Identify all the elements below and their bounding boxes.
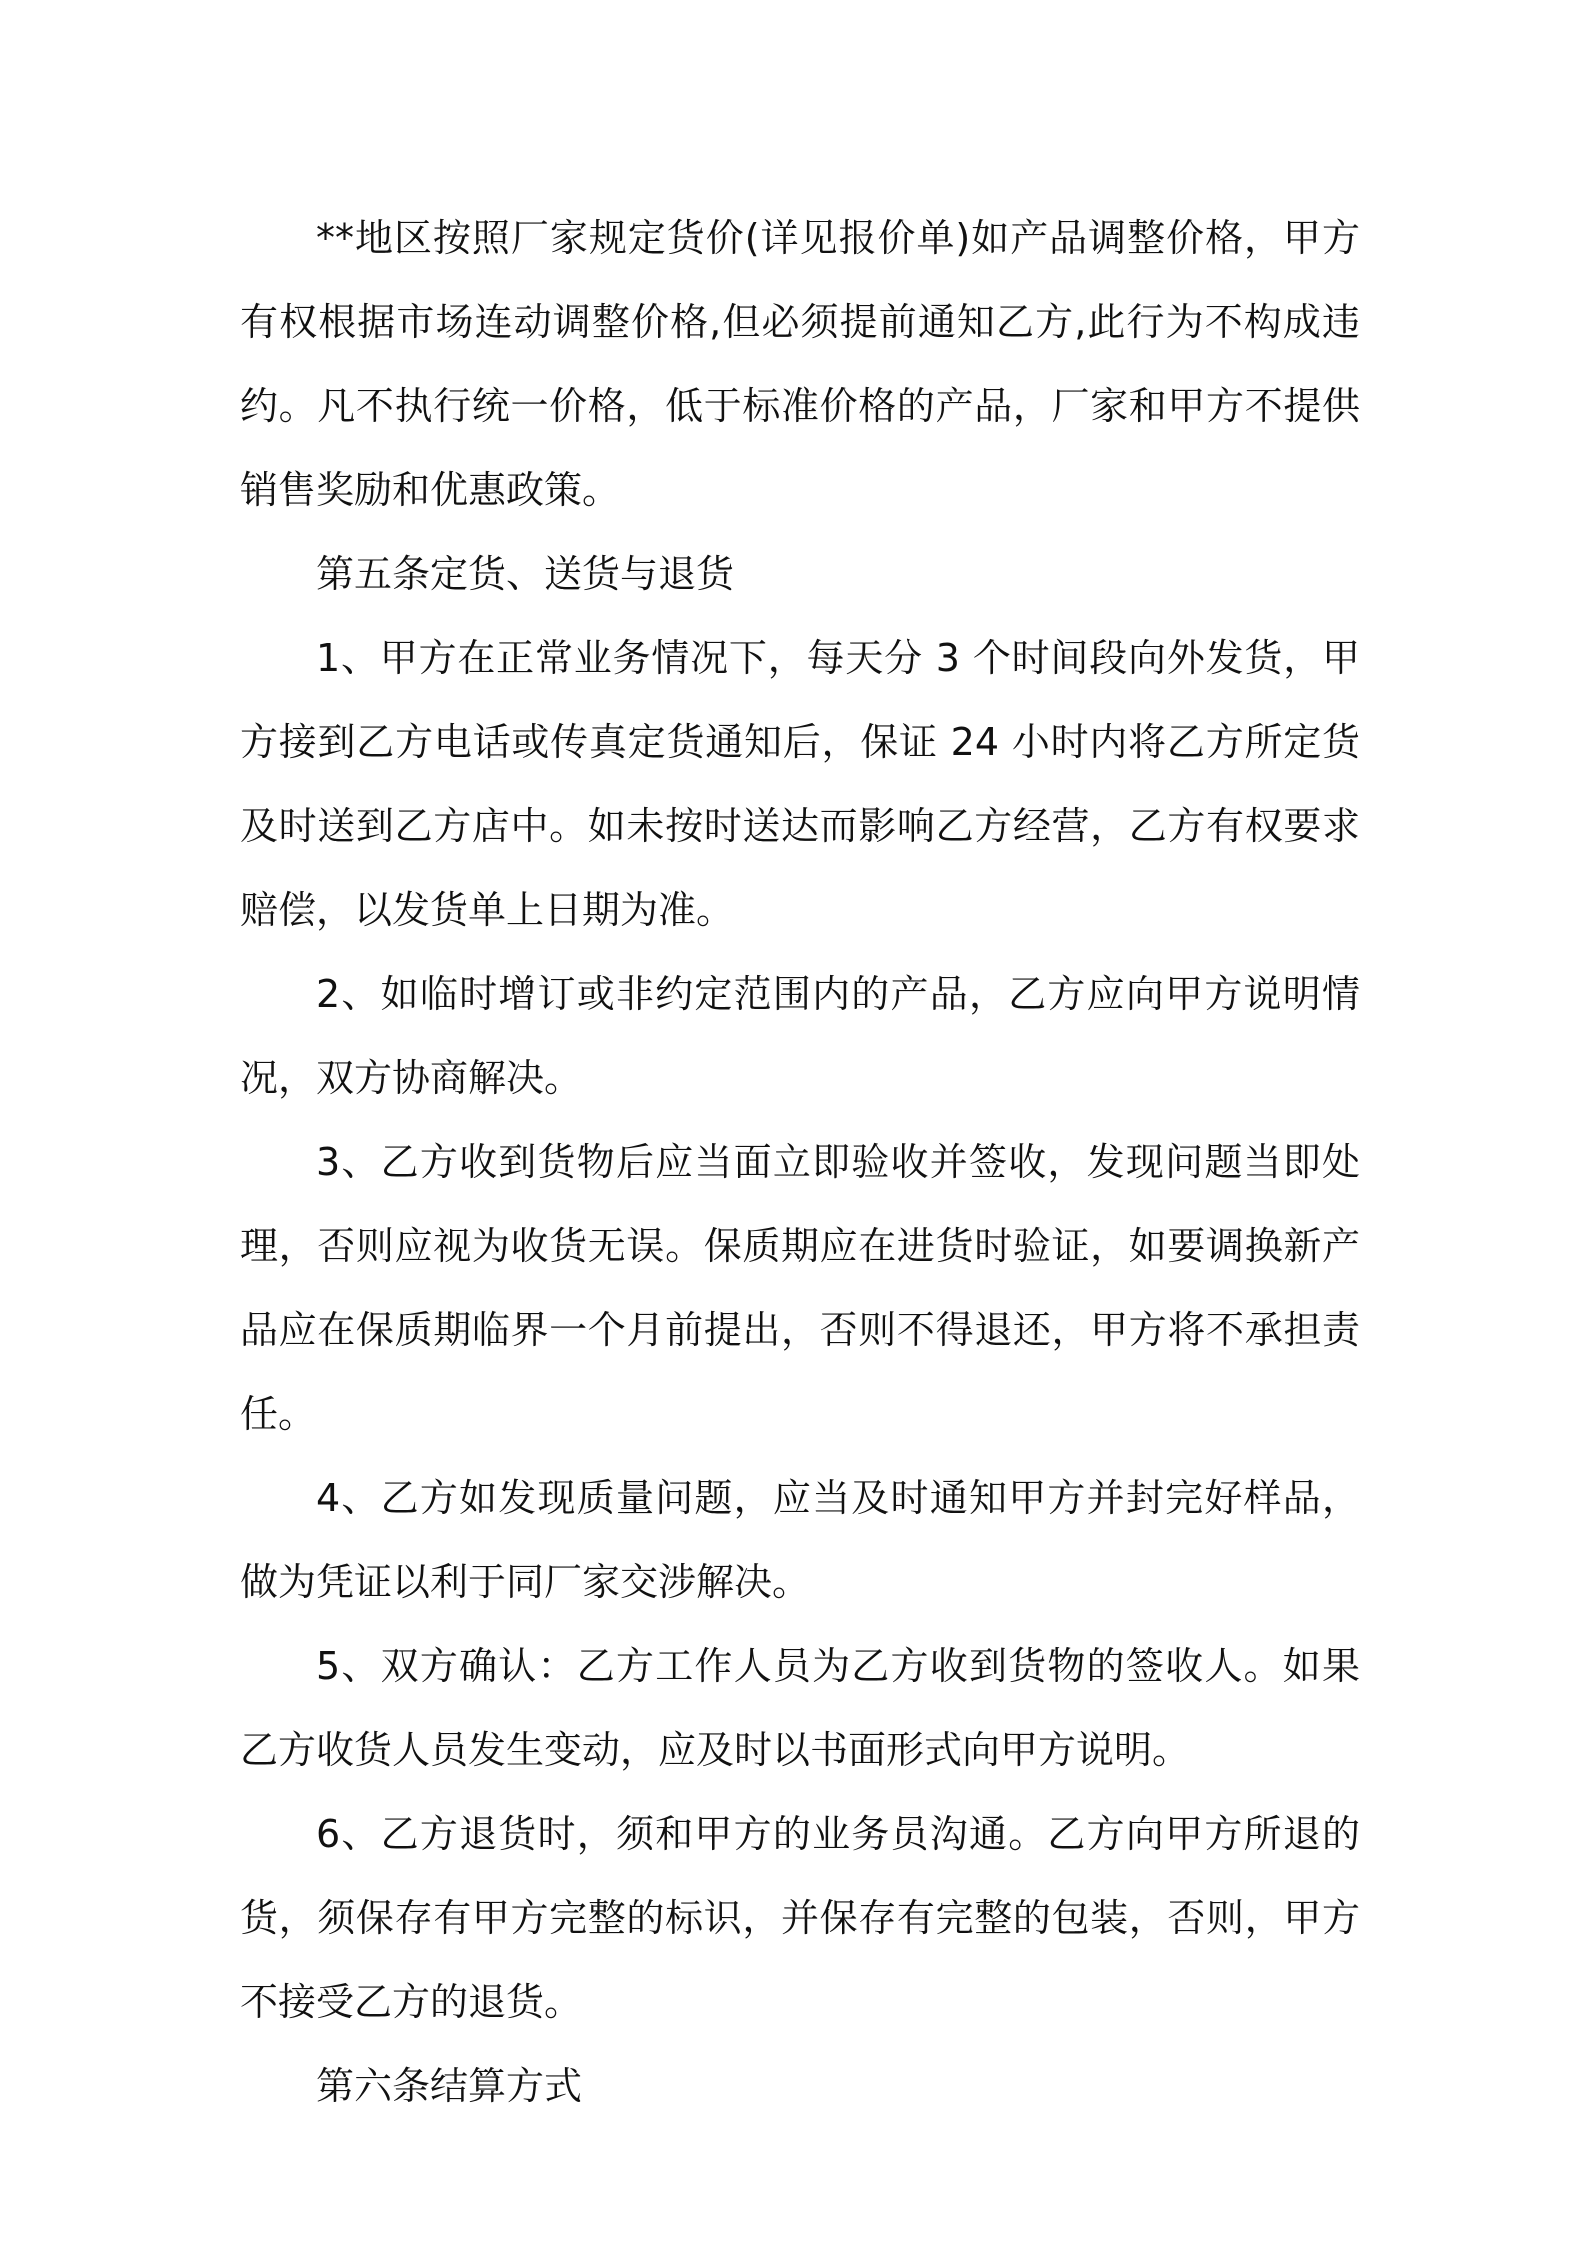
document-body [240,196,1360,2128]
paragraph-clause-5: 5、双方确认：乙方工作人员为乙方收到货物的签收人。如果乙方收货人员发生变动，应及时以书面形式向甲方说明。 [240,1644,1360,1772]
paragraph-clause-1: 1、甲方在正常业务情况下，每天分 3 个时间段向外发货，甲方接到乙方电话或传真定货通知后，保证 24 小时内将乙方所定货及时送到乙方店中。如未按时送达而影响乙方经营，乙方有权要求赔偿，以发货单上日期为准。 [240,636,1360,932]
paragraph-clause-6: 6、乙方退货时，须和甲方的业务员沟通。乙方向甲方所退的货，须保存有甲方完整的标识，并保存有完整的包装，否则，甲方不接受乙方的退货。 [240,1812,1360,2024]
paragraph-clause-4: 4、乙方如发现质量问题，应当及时通知甲方并封完好样品，做为凭证以利于同厂家交涉解决。 [240,1476,1360,1604]
paragraph-pricing: **地区按照厂家规定货价(详见报价单)如产品调整价格，甲方有权根据市场连动调整价格,但必须提前通知乙方,此行为不构成违约。凡不执行统一价格，低于标准价格的产品，厂家和甲方不提供销售奖励和优惠政策。 [240,216,1360,512]
section-heading-article-6: 第六条结算方式 [316,2064,583,2108]
paragraph-clause-2: 2、如临时增订或非约定范围内的产品，乙方应向甲方说明情况，双方协商解决。 [240,972,1360,1100]
section-heading-article-5: 第五条定货、送货与退货 [316,552,735,596]
paragraph-clause-3: 3、乙方收到货物后应当面立即验收并签收，发现问题当即处理，否则应视为收货无误。保质期应在进货时验证，如要调换新产品应在保质期临界一个月前提出，否则不得退还，甲方将不承担责任。 [240,1140,1360,1436]
